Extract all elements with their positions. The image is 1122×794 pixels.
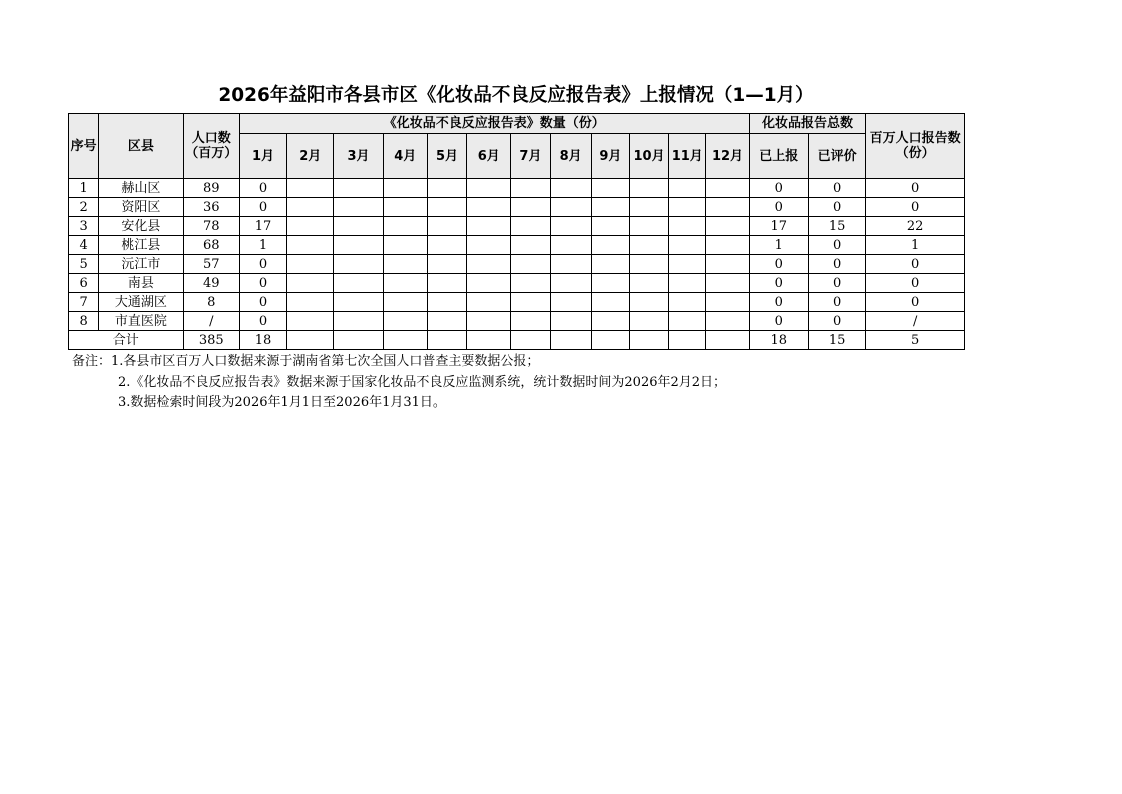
total-population: 385 — [183, 331, 239, 350]
cell-month-1: 0 — [239, 293, 286, 312]
cell-evaluated: 0 — [808, 255, 865, 274]
cell-per-million: 0 — [866, 293, 965, 312]
header-month: 4月 — [383, 134, 427, 179]
total-label: 合计 — [69, 331, 184, 350]
header-month: 6月 — [467, 134, 511, 179]
cell-population: 89 — [183, 179, 239, 198]
total-row — [69, 331, 965, 350]
header-month: 10月 — [629, 134, 668, 179]
header-total-group: 化妆品报告总数 — [749, 114, 866, 134]
cell-evaluated: 15 — [808, 217, 865, 236]
header-month: 5月 — [427, 134, 466, 179]
header-evaluated: 已评价 — [808, 134, 865, 179]
note-line: 备注：1.各县市区百万人口数据来源于湖南省第七次全国人口普查主要数据公报； — [72, 354, 540, 369]
cell-reported: 17 — [749, 217, 808, 236]
cell-evaluated: 0 — [808, 236, 865, 255]
cell-district: 沅江市 — [99, 255, 183, 274]
cell-month-1: 0 — [239, 312, 286, 331]
table-row — [69, 293, 965, 312]
cell-per-million: 0 — [866, 255, 965, 274]
table-row — [69, 236, 965, 255]
note-line: 3.数据检索时间段为2026年1月1日至2026年1月31日。 — [118, 395, 446, 410]
cell-seq: 6 — [69, 274, 99, 293]
cell-month-1: 0 — [239, 198, 286, 217]
header-per-million: 百万人口报告数（份） — [866, 114, 965, 179]
header-population: 人口数（百万） — [183, 114, 239, 179]
header-reported: 已上报 — [749, 134, 808, 179]
cell-seq: 3 — [69, 217, 99, 236]
cell-district: 市直医院 — [99, 312, 183, 331]
cell-district: 桃江县 — [99, 236, 183, 255]
cell-population: / — [183, 312, 239, 331]
table-row — [69, 217, 965, 236]
cell-reported: 0 — [749, 255, 808, 274]
cell-per-million: 0 — [866, 274, 965, 293]
cell-district: 安化县 — [99, 217, 183, 236]
notes — [72, 352, 726, 414]
header-month: 12月 — [706, 134, 749, 179]
total-reported: 18 — [749, 331, 808, 350]
note-line: 2.《化妆品不良反应报告表》数据来源于国家化妆品不良反应监测系统，统计数据时间为2026年2月2日； — [118, 374, 727, 390]
cell-month-1: 0 — [239, 179, 286, 198]
cell-evaluated: 0 — [808, 312, 865, 331]
cell-month-1: 1 — [239, 236, 286, 255]
cell-evaluated: 0 — [808, 198, 865, 217]
cell-per-million: 22 — [866, 217, 965, 236]
cell-district: 南县 — [99, 274, 183, 293]
cell-district: 大通湖区 — [99, 293, 183, 312]
cell-per-million: 1 — [866, 236, 965, 255]
header-district: 区县 — [99, 114, 183, 179]
cell-per-million: 0 — [866, 198, 965, 217]
cell-month-1: 0 — [239, 274, 286, 293]
cell-population: 78 — [183, 217, 239, 236]
cell-evaluated: 0 — [808, 293, 865, 312]
header-month: 7月 — [511, 134, 550, 179]
cell-month-1: 0 — [239, 255, 286, 274]
cell-reported: 0 — [749, 293, 808, 312]
cell-month-1: 17 — [239, 217, 286, 236]
cell-seq: 7 — [69, 293, 99, 312]
table-row — [69, 255, 965, 274]
cell-reported: 0 — [749, 179, 808, 198]
header-seq: 序号 — [69, 114, 99, 179]
cell-population: 57 — [183, 255, 239, 274]
cell-seq: 1 — [69, 179, 99, 198]
header-month: 1月 — [239, 134, 286, 179]
cell-per-million: 0 — [866, 179, 965, 198]
cell-district: 资阳区 — [99, 198, 183, 217]
total-evaluated: 15 — [808, 331, 865, 350]
cell-per-million: / — [866, 312, 965, 331]
cell-reported: 0 — [749, 312, 808, 331]
cell-evaluated: 0 — [808, 274, 865, 293]
cell-population: 36 — [183, 198, 239, 217]
header-month: 9月 — [591, 134, 629, 179]
report-table — [68, 113, 965, 350]
header-month: 3月 — [334, 134, 383, 179]
cell-reported: 0 — [749, 274, 808, 293]
cell-reported: 1 — [749, 236, 808, 255]
header-monthly-group: 《化妆品不良反应报告表》数量（份） — [239, 114, 749, 134]
cell-seq: 2 — [69, 198, 99, 217]
header-month: 8月 — [550, 134, 591, 179]
total-month-1: 18 — [239, 331, 286, 350]
cell-population: 68 — [183, 236, 239, 255]
header-month: 11月 — [669, 134, 706, 179]
cell-population: 49 — [183, 274, 239, 293]
table-row — [69, 312, 965, 331]
cell-seq: 5 — [69, 255, 99, 274]
cell-reported: 0 — [749, 198, 808, 217]
cell-seq: 8 — [69, 312, 99, 331]
header-month: 2月 — [287, 134, 334, 179]
cell-district: 赫山区 — [99, 179, 183, 198]
table-row — [69, 179, 965, 198]
total-per-million: 5 — [866, 331, 965, 350]
table-row — [69, 198, 965, 217]
cell-evaluated: 0 — [808, 179, 865, 198]
page-title: 2026年益阳市各县市区《化妆品不良反应报告表》上报情况（1—1月） — [218, 85, 814, 106]
cell-seq: 4 — [69, 236, 99, 255]
cell-population: 8 — [183, 293, 239, 312]
table-row — [69, 274, 965, 293]
